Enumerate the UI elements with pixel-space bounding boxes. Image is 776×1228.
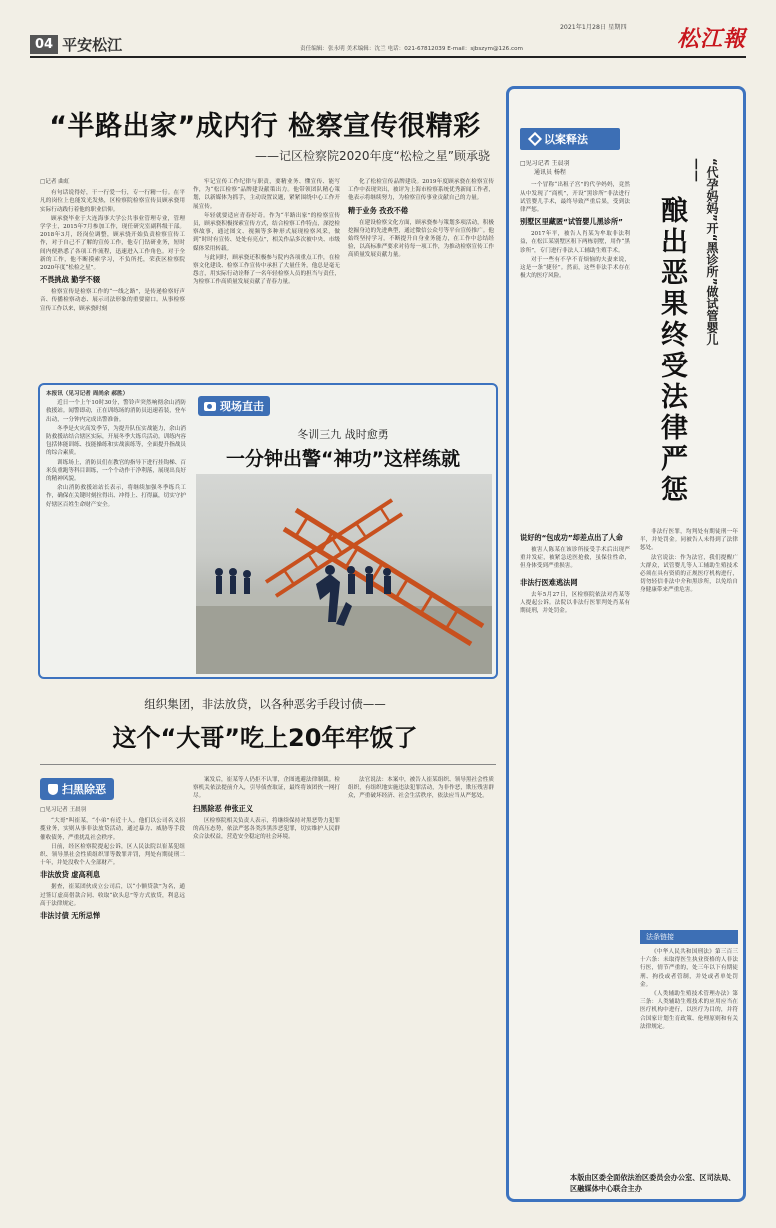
sidebar-col1-lower: [520, 530, 630, 1050]
sidebar-byline2: 通讯员 杨程: [534, 169, 566, 177]
paragraph: 近日一个上午10时30分，警铃声突然响彻余山消防救援站。闻警即动，正在训练场的消防员迅速着装，登车出动，一分钟内完成出警准备。: [46, 400, 186, 423]
paragraph: 法官说法：本案中，被告人崔某组织、领导黑社会性质组织，有组织地实施违法犯罪活动，为非作恶，欺压残害群众，严重破坏经济、社会生活秩序，依法应当从严惩处。: [348, 777, 494, 800]
article2-col: [46, 390, 186, 672]
paragraph: 据查，崔某团伙成立公司后，以“小额贷款”为名，通过签订虚高借款合同、收取“砍头息”等方式放贷，利息远高于法律规定。: [40, 884, 185, 907]
ladder-drill-illustration: [196, 474, 492, 674]
sidebar-section-tag: [520, 128, 620, 150]
paragraph: 日前，经区检察院提起公诉，区人民法院以崔某犯组织、领导黑社会性质组织罪等数罪并罚，判处有期徒刑二十年，并处没收个人全部财产。: [40, 843, 185, 867]
paragraph: 去年5月27日，区检察院依法对肖某等人提起公诉。法院以非法行医罪判处肖某有期徒刑，并处罚金。: [520, 591, 630, 615]
paragraph: 《人类辅助生殖技术管理办法》第三条：人类辅助生殖技术的应用应当在医疗机构中进行，以医疗为目的，并符合国家计划生育政策、伦理原则和有关法律规定。: [640, 991, 738, 1030]
article1-col3: [348, 178, 494, 372]
article3-section-tag: [40, 778, 114, 800]
page-number: 04: [30, 35, 58, 54]
paragraph: “大哥”叫崔某，“小弟”有近十人。他们以公司名义招揽业务，实则从事非法放贷活动，通过暴力、威胁等手段催收债务，严重扰乱社会秩序。: [40, 818, 185, 841]
paragraph: 非法行医罪，均判处有期徒刑一年半，并处罚金。同被告人未得到了法律惩处。: [640, 529, 738, 552]
masthead-section: [30, 34, 122, 55]
sidebar-subhead: 说好的“包成功”却差点出了人命: [520, 533, 623, 542]
paragraph: 法官说法：作为法官，我们提醒广大群众，试管婴儿等人工辅助生殖技术必须在具有资质的正规医疗机构进行，切勿轻信非法中介和黑诊所，以免给自身健康带来严重危害。: [640, 554, 738, 594]
paragraph: 案发后，崔某等人仍拒不认罪，企图逃避法律制裁。检察机关依法提前介入，引导侦查取证，最终将该团伙一网打尽。: [193, 777, 340, 800]
law-link-label: 法条链接: [640, 930, 738, 944]
gavel-icon: [528, 132, 542, 146]
article1-byline: □记者 曲虹: [40, 179, 70, 185]
article1-col1: [40, 178, 185, 372]
issue-date: 2021年1月28日 星期四: [560, 24, 627, 31]
paragraph: 被害人陈某在该诊所接受手术后出现严重并发症，被紧急送医抢救，虽保住性命，但身体受到严重损害。: [520, 547, 630, 570]
sidebar-section-label: 以案释法: [544, 133, 588, 146]
sidebar-footer: 本版由区委全面依法治区委员会办公室、区司法局、区融媒体中心联合主办: [570, 1173, 736, 1193]
article3-col1: [40, 806, 185, 1216]
header-rule: [30, 56, 746, 58]
paragraph: 顾承骁毕业于大连海事大学公共事业管理专业，管理学学士，2015年7月参加工作，现任研究室副科级干部。2018年3月，经岗位调整，顾承骁开始负责检察宣传工作，对于自己不了解的宣传工作，他专门钻研业务，短时间内便熟悉了各项工作流程，迅速进入工作角色。对于全新的工作，他不断摸索学习，不负所托，荣获区检察院2020年度“松检之星”。: [40, 215, 185, 272]
paragraph: 对于一些有不孕不育烦恼的夫妻来说，这是一条“捷径”。然而，这些非法手术存在极大的医疗风险。: [520, 256, 630, 280]
sidebar-col2: [640, 528, 738, 908]
article2-kicker: 冬训三九 战时愈勇: [297, 428, 389, 441]
article2-title: 一分钟出警“神功”这样练就: [226, 448, 460, 470]
paragraph: 《中华人民共和国刑法》第三百三十六条：未取得医生执业资格的人非法行医，情节严重的，处三年以下有期徒刑、拘役或者管制，并处或者单处罚金。: [640, 949, 738, 988]
paragraph: 冬季是火灾高发季节，为提升队伍实战能力，余山消防救援站结合辖区实际，开展冬季大练兵活动。训练内容包括体能训练、技能操练和实战演练等，全面提升指战员的综合素质。: [46, 425, 186, 457]
section-name: 平安松江: [62, 36, 123, 54]
sidebar-law-text: [640, 948, 738, 1158]
article2-byline: 本报讯（见习记者 周尚余 郝胜）: [46, 391, 129, 397]
paragraph: 余山消防救援站站长表示，将继续加强冬季练兵工作，确保在关键时刻拉得出、冲得上、打得赢，切实守护好辖区百姓生命财产安全。: [46, 485, 186, 508]
article3-kicker: 组织集团，非法放贷，以各种恶劣手段讨债——: [144, 697, 386, 711]
sidebar-col1: [520, 160, 630, 520]
article2-section-tag: [198, 396, 270, 416]
paragraph: 2017年平，被告人肖某为牟取非法利益，在松江某别墅区租下两栋别墅，用作“黑诊所”，专门进行非法人工辅助生殖手术。: [520, 231, 630, 254]
sidebar-vertical-kicker: “代孕妈妈”开“黑诊所”做试管婴儿——: [690, 158, 719, 346]
article1-subtitle: ——记区检察院2020年度“松检之星”顾承骁: [255, 149, 490, 163]
newspaper-logo: 松江報: [676, 26, 746, 52]
article1-subhead: 精于业务 孜孜不倦: [348, 205, 409, 215]
paragraph: 有句话说得好，干一行爱一行，专一行精一行。在平凡的岗位上也能发光发热，区检察院检察宣传员顾承骁用实际行动践行着他的职业信仰。: [40, 190, 185, 213]
article3-title: 这个“大哥”吃上20年牢饭了: [112, 724, 418, 752]
paragraph: 年轻就要适应青春好奇。作为“半路出家”的检察宣传员，顾承骁积极探索宣传方式，结合检察工作特点，深挖检察故事，通过图文、视频等多种形式展现检察风采，做到“时时有宣传、处处有亮点”，相关作品多次被中央、市级媒体采用转载。: [193, 212, 340, 252]
article3-section-label: 扫黑除恶: [62, 783, 106, 796]
article1-title: “半路出家”成内行 检察宣传很精彩: [49, 111, 481, 142]
paragraph: 与此同时，顾承骁还积极参与院内各项重点工作，在检察文化建设、检察工作宣传中承担了大量任务，他总是毫无怨言，用实际行动诠释了一名年轻检察人员的担当与责任，为检察工作高质量发展贡献了青春力量。: [193, 254, 340, 286]
paragraph: 化了松检宣传品牌建设。2019年度顾承骁在检察宣传工作中表现突出，被评为上海市检察系统优秀新闻工作者，他表示将继续努力，为检察宣传事业贡献自己的力量。: [348, 179, 494, 202]
paragraph: 牢记宣传工作纪律与职责，要精业务、懂宣传、能写作，为“松江检察”品牌建设献策出力。他带领团队精心策划，以新媒体为抓手，主动设置议题，紧紧围绕中心工作开展宣传。: [193, 179, 340, 210]
article3-col3: [348, 776, 494, 1216]
article1-subhead: 不畏挑战 勤学不辍: [40, 275, 101, 285]
article1-col2: [193, 178, 340, 372]
camera-icon: [204, 402, 216, 411]
paragraph: 训练场上，消防员们在教官的指导下进行挂钩梯、百米负重跑等科目训练，一个个动作干净利落，展现出良好的精神风貌。: [46, 459, 186, 483]
sidebar-subhead: 非法行医难逃法网: [520, 577, 578, 587]
shield-icon: [48, 784, 58, 795]
paragraph: 在建设检察文化方面，顾承骁参与策划多项活动，积极挖掘身边的先进典型，通过微信公众号等平台宣传推广。他始终坚持学习，不断提升自身业务能力，在工作中总结经验，以高标准严要求对待每一项工作，为推动检察宣传工作高质量发展贡献力量。: [348, 219, 494, 259]
sidebar-subhead: 别墅区里藏匿“试管婴儿黑诊所”: [520, 217, 623, 227]
editor-line: 责任编辑：张永明 美术编辑：沈兰 电话：021-67812039 E-mail：sjbszym@126.com: [300, 46, 523, 52]
firefighter-training-photo: [196, 474, 492, 674]
paragraph: 检察宣传是检察工作的“一线之路”，是传递检察好声音、传播检察动态、展示司法形象的重要窗口。从事检察宣传工作以来，顾承骁时刻: [40, 289, 185, 312]
sidebar-byline1: □见习记者 王晨羽: [520, 160, 570, 167]
article3-subhead: 非法讨债 无所忌惮: [40, 911, 101, 921]
article2-section-label: 现场直击: [220, 400, 264, 413]
article3-subhead: 扫黑除恶 伸张正义: [193, 803, 254, 813]
paragraph: 区检察院相关负责人表示，将继续保持对黑恶势力犯罪的高压态势，依法严惩各类涉黑涉恶犯罪，切实维护人民群众合法权益，营造安全稳定的社会环境。: [193, 817, 340, 841]
paragraph: 一个冒称“出租子宫”的代孕妈妈，竟然从中发现了“商机”，开设“黑诊所”非法进行试管婴儿手术，最终导致严重后果，受到法律严惩。: [520, 182, 630, 214]
article3-subhead: 非法放贷 虚高利息: [40, 870, 101, 880]
article3-col2: [193, 776, 340, 1216]
article3-byline: □见习记者 王晨羽: [40, 807, 87, 813]
article3-rule: [40, 764, 496, 765]
sidebar-vertical-title: 酿出恶果终受法律严惩: [656, 196, 687, 506]
